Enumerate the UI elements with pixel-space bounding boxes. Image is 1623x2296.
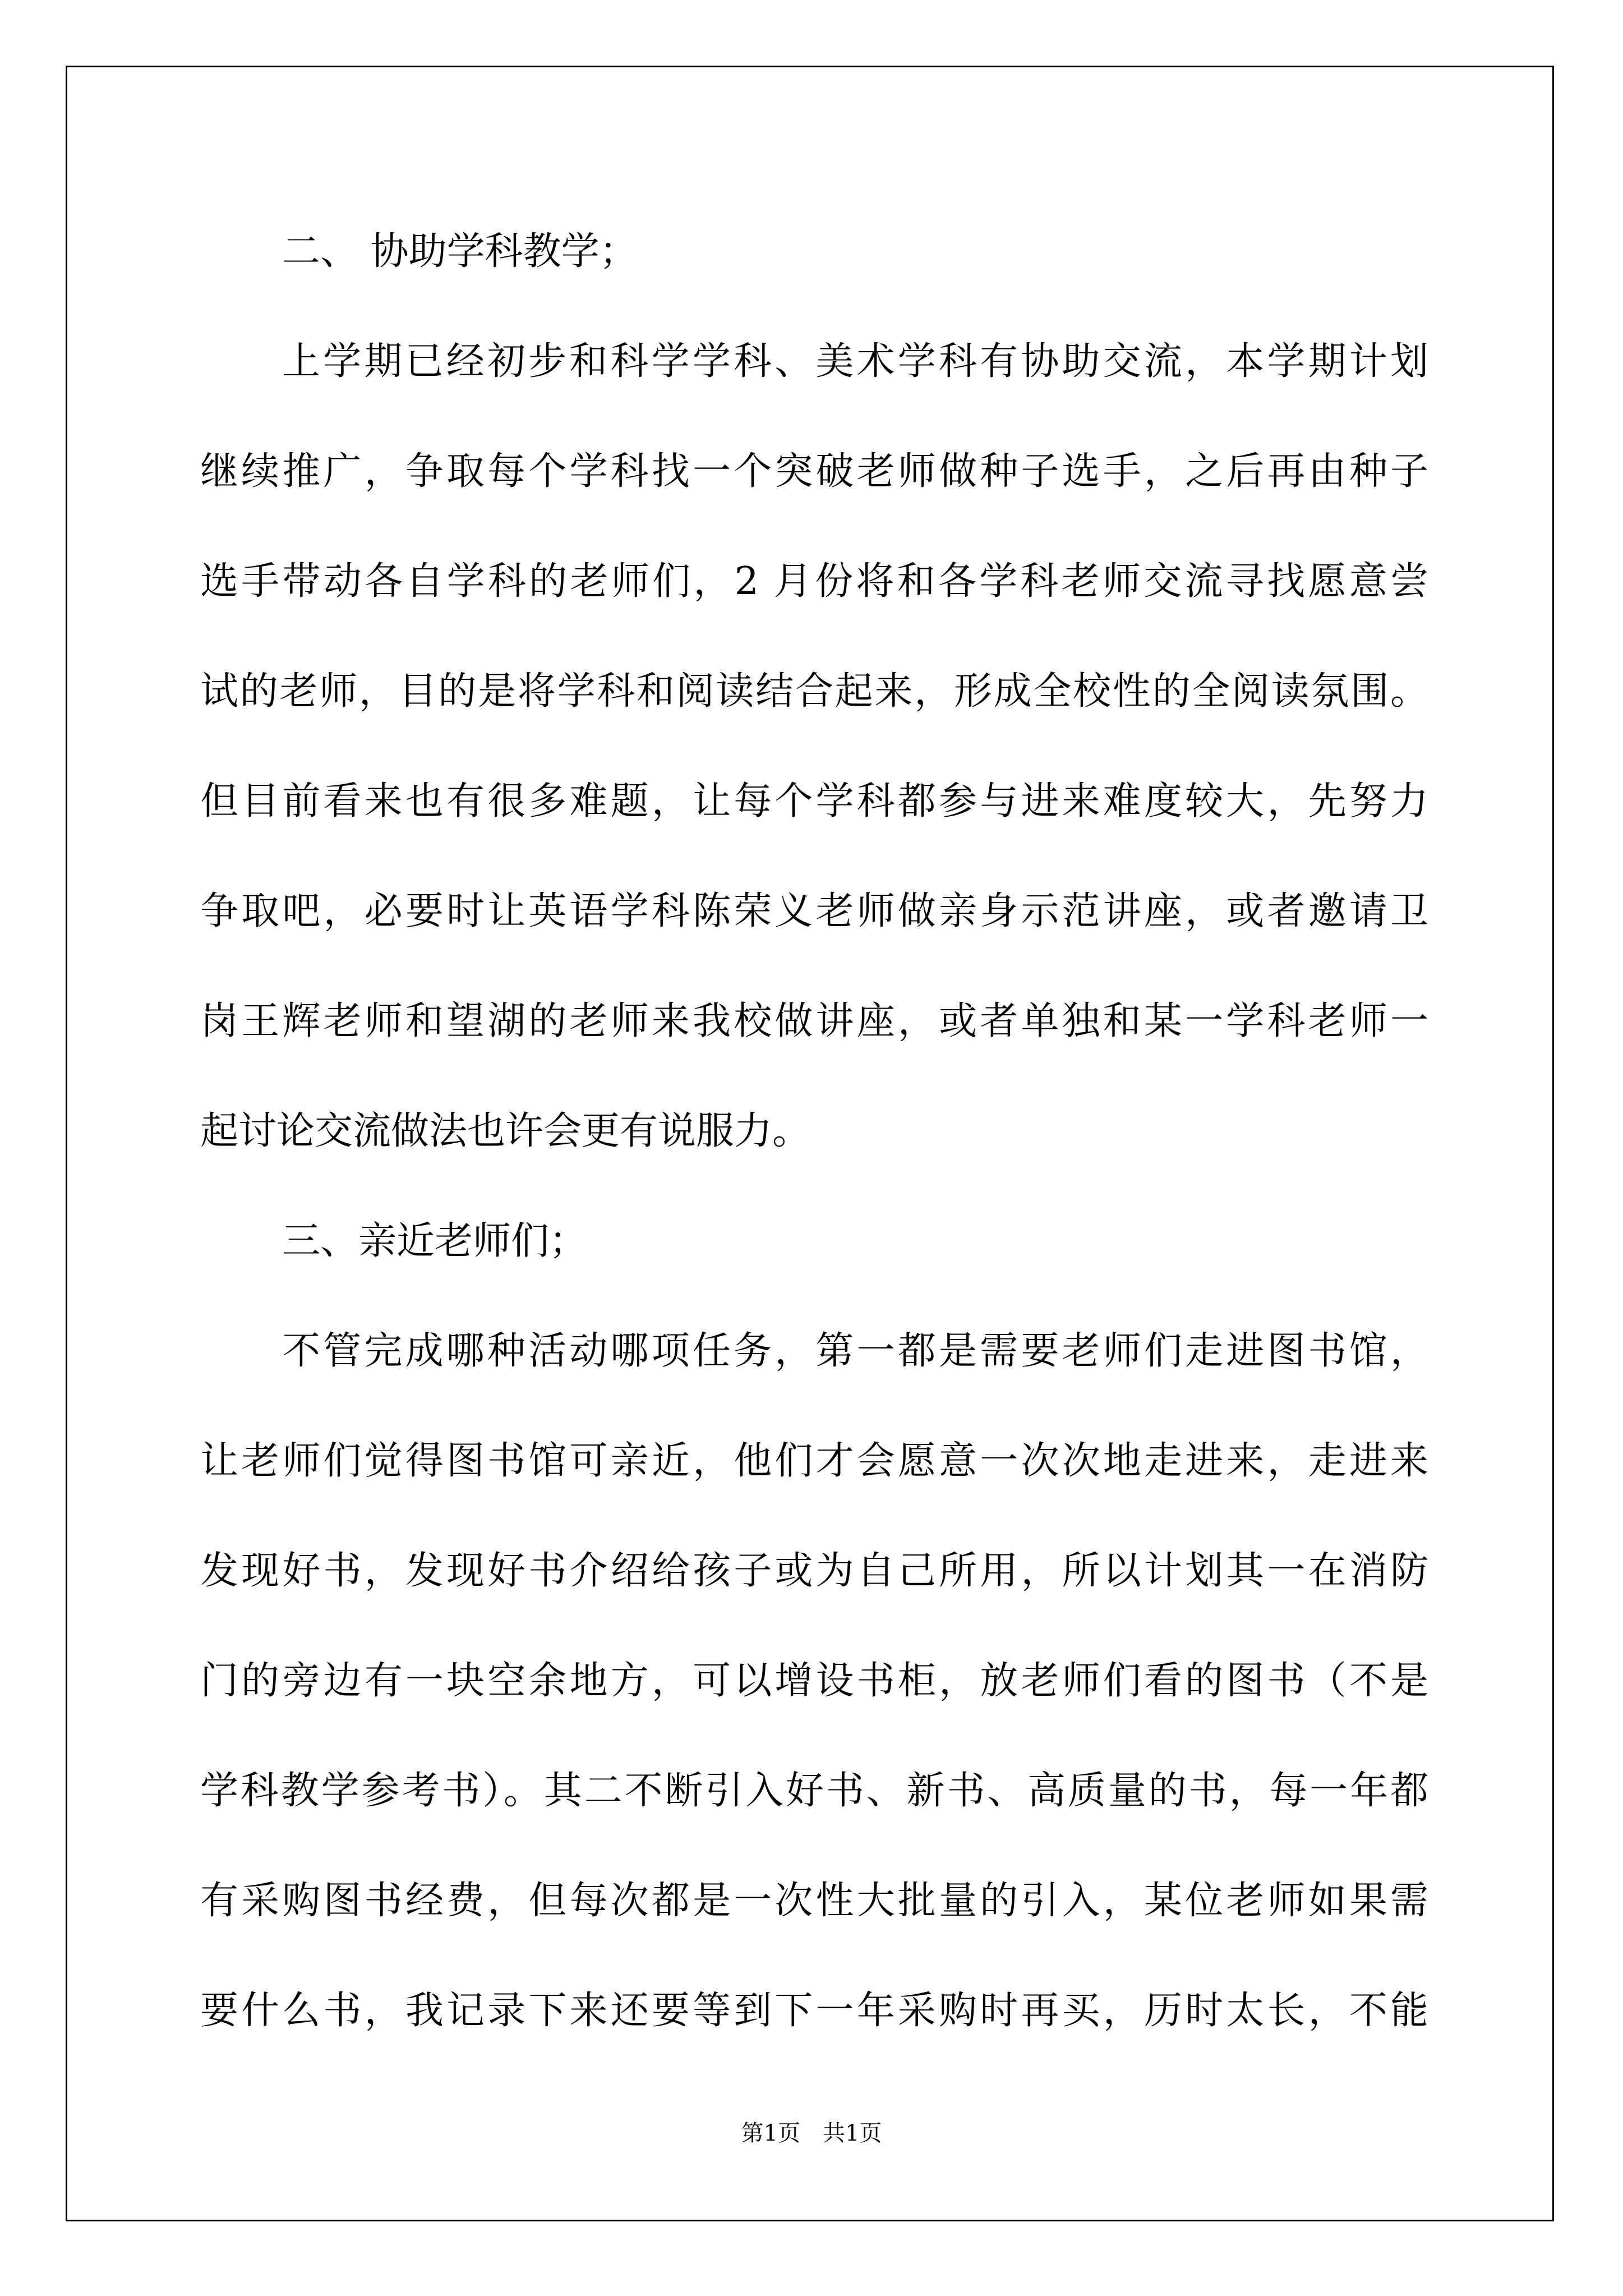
section-heading-3: 三、亲近老师们；: [282, 1219, 588, 1263]
paragraph-line: 岗王辉老师和望湖的老师来我校做讲座，或者单独和某一学科老师一: [200, 999, 1428, 1043]
paragraph-line: 选手带动各自学科的老师们，2 月份将和各学科老师交流寻找愿意尝: [200, 559, 1428, 604]
paragraph-line: 不管完成哪种活动哪项任务，第一都是需要老师们走进图书馆，: [282, 1329, 1428, 1373]
paragraph-line: 试的老师，目的是将学科和阅读结合起来，形成全校性的全阅读氛围。: [200, 669, 1428, 714]
document-body: [200, 210, 1428, 2079]
paragraph-line: 起讨论交流做法也许会更有说服力。: [200, 1109, 811, 1153]
section-heading-2: 二、 协助学科教学；: [282, 229, 638, 274]
paragraph-line: 有采购图书经费，但每次都是一次性大批量的引入，某位老师如果需: [200, 1879, 1428, 1923]
paragraph-line: 让老师们觉得图书馆可亲近，他们才会愿意一次次地走进来，走进来: [200, 1439, 1428, 1483]
paragraph-line: 上学期已经初步和科学学科、美术学科有协助交流，本学期计划: [282, 339, 1428, 384]
paragraph-line: 学科教学参考书）。其二不断引入好书、新书、高质量的书，每一年都: [200, 1769, 1428, 1813]
paragraph-line: 发现好书，发现好书介绍给孩子或为自己所用，所以计划其一在消防: [200, 1549, 1428, 1593]
paragraph-line: 要什么书，我记录下来还要等到下一年采购时再买，历时太长，不能: [200, 1989, 1428, 2033]
paragraph-line: 门的旁边有一块空余地方，可以增设书柜，放老师们看的图书（不是: [200, 1659, 1428, 1703]
paragraph-line: 继续推广，争取每个学科找一个突破老师做种子选手，之后再由种子: [200, 449, 1428, 494]
paragraph-line: 争取吧，必要时让英语学科陈荣义老师做亲身示范讲座，或者邀请卫: [200, 889, 1428, 933]
page-number-footer: 第1页 共1页: [741, 2120, 882, 2146]
paragraph-line: 但目前看来也有很多难题，让每个学科都参与进来难度较大，先努力: [200, 779, 1428, 823]
